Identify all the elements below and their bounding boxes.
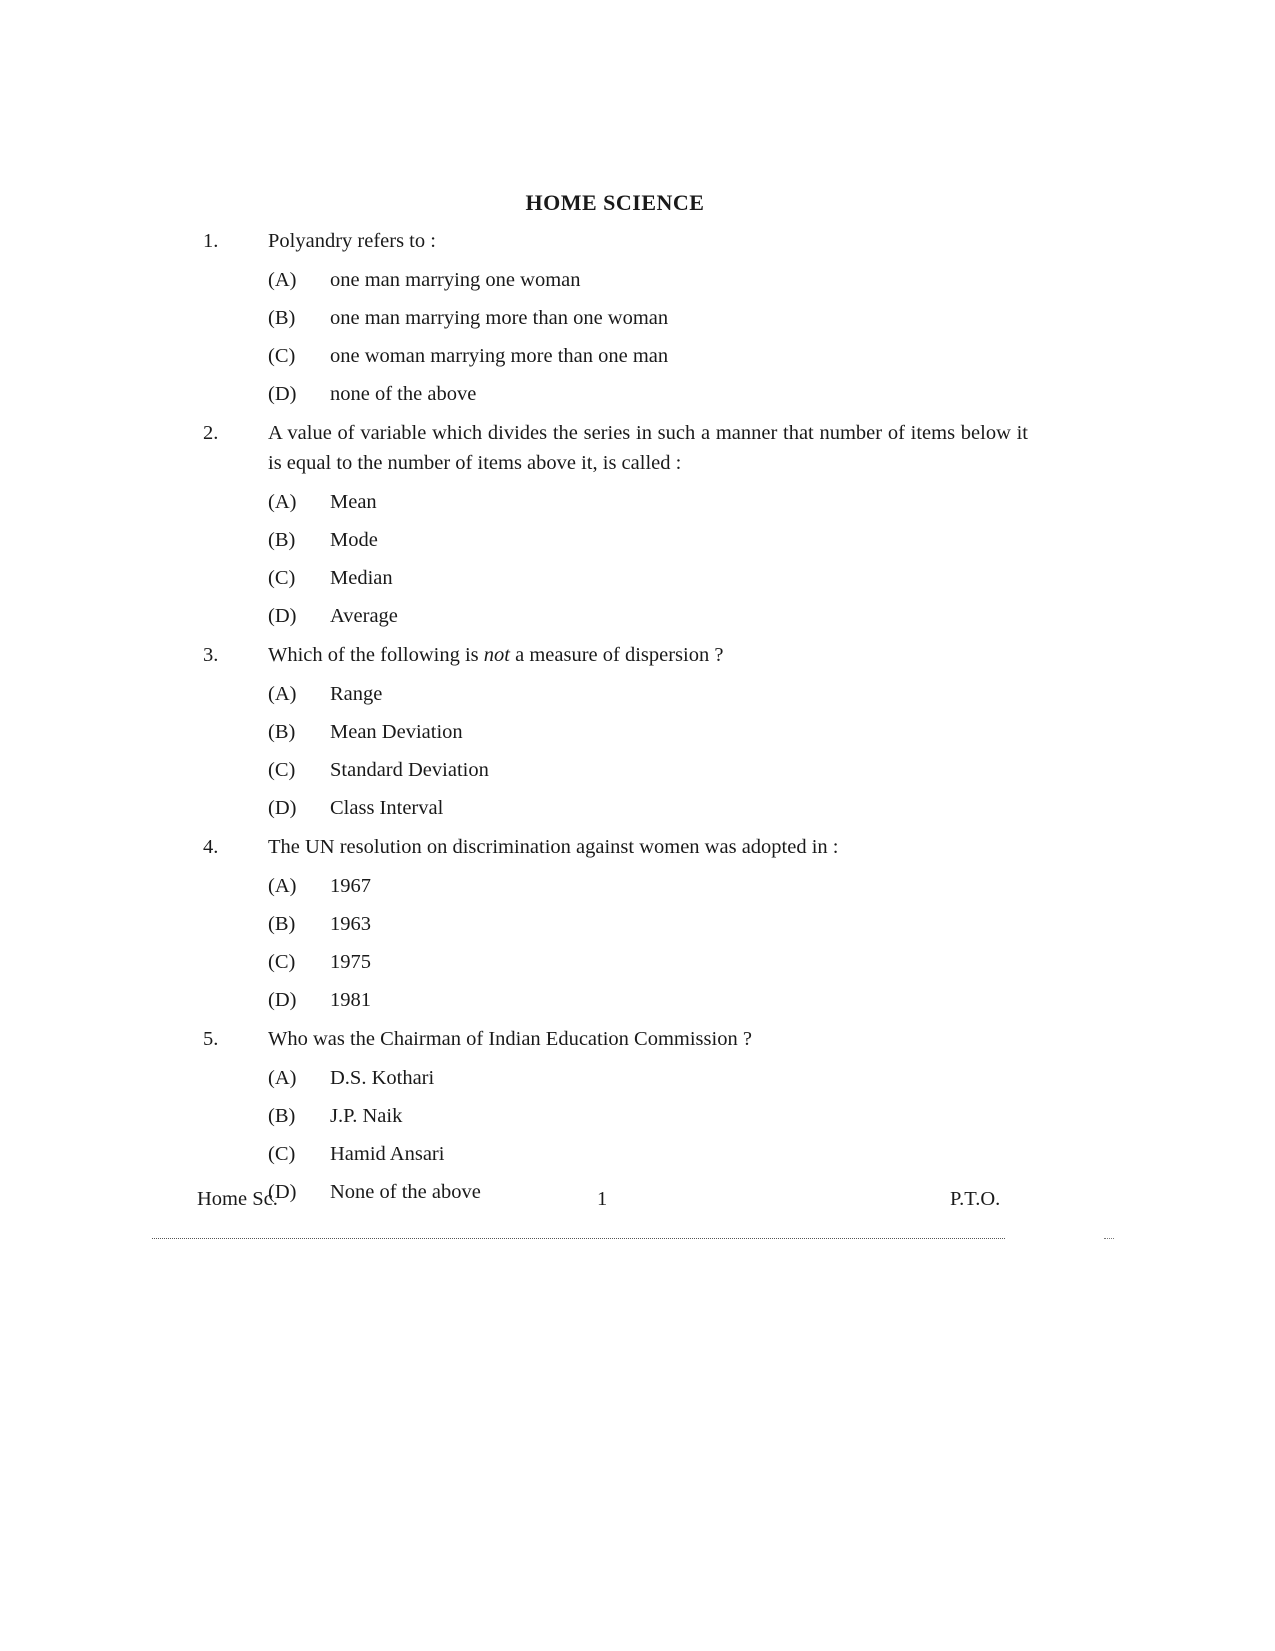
- question-number: 1.: [203, 230, 219, 252]
- question-number: 5.: [203, 1028, 219, 1050]
- option-b: [268, 525, 1028, 555]
- option-c: [268, 341, 1028, 371]
- question-text-after: a measure of dispersion ?: [509, 644, 724, 666]
- option-label: (C): [268, 951, 296, 973]
- option-list: [268, 265, 1028, 409]
- question-text: Who was the Chairman of Indian Education Commission ?: [268, 1028, 752, 1050]
- option-text: one man marrying more than one woman: [330, 307, 669, 329]
- option-label: (C): [268, 759, 296, 781]
- question-1: [0, 226, 1028, 409]
- option-text: None of the above: [330, 1181, 481, 1203]
- footer-subject: Home Sc.: [197, 1188, 278, 1210]
- question-4: [0, 832, 1028, 1015]
- option-b: [268, 717, 1028, 747]
- option-text: Range: [330, 683, 383, 705]
- option-text: none of the above: [330, 383, 477, 405]
- option-label: (B): [268, 913, 296, 935]
- option-text: Standard Deviation: [330, 759, 489, 781]
- option-text: J.P. Naik: [330, 1105, 403, 1127]
- option-list: [268, 679, 1028, 823]
- option-a: [268, 871, 1028, 901]
- question-text: [268, 640, 1028, 670]
- option-text: Class Interval: [330, 797, 444, 819]
- option-label: (D): [268, 1181, 297, 1203]
- option-label: (D): [268, 989, 297, 1011]
- option-label: (B): [268, 529, 296, 551]
- option-label: (B): [268, 721, 296, 743]
- option-label: (A): [268, 1067, 297, 1089]
- option-a: [268, 265, 1028, 295]
- option-b: [268, 303, 1028, 333]
- option-c: [268, 755, 1028, 785]
- option-text: one man marrying one woman: [330, 269, 581, 291]
- option-text: Mean Deviation: [330, 721, 463, 743]
- option-d: [268, 601, 1028, 631]
- option-a: [268, 1063, 1028, 1093]
- option-label: (D): [268, 605, 297, 627]
- question-text: Polyandry refers to :: [268, 230, 436, 252]
- page-number: 1: [597, 1188, 608, 1210]
- footer-pto: P.T.O.: [950, 1188, 1001, 1210]
- question-text: The UN resolution on discrimination against women was adopted in :: [268, 836, 839, 858]
- option-text: 1963: [330, 913, 371, 935]
- option-text: D.S. Kothari: [330, 1067, 435, 1089]
- option-label: (A): [268, 683, 297, 705]
- question-text-emphasis: not: [483, 644, 510, 666]
- option-label: (C): [268, 1143, 296, 1165]
- question-text: A value of variable which divides the series in such a manner that number of items below it is equal to the number of items above it, is called :: [268, 422, 1028, 474]
- option-text: Mean: [330, 491, 377, 513]
- option-d: [268, 793, 1028, 823]
- option-text: Average: [330, 605, 398, 627]
- question-2: [0, 418, 1028, 631]
- option-label: (B): [268, 1105, 296, 1127]
- footer-dotted-rule: [152, 1238, 1005, 1239]
- option-a: [268, 487, 1028, 517]
- option-label: (B): [268, 307, 296, 329]
- page-title: HOME SCIENCE: [525, 190, 705, 215]
- question-number: 3.: [203, 644, 219, 666]
- option-list: [268, 1063, 1028, 1207]
- footer-rule-mark: [1104, 1238, 1114, 1239]
- option-label: (D): [268, 797, 297, 819]
- option-text: Mode: [330, 529, 378, 551]
- option-text: one woman marrying more than one man: [330, 345, 669, 367]
- option-c: [268, 1139, 1028, 1169]
- option-a: [268, 679, 1028, 709]
- question-list: [0, 226, 1275, 1216]
- option-list: [268, 487, 1028, 631]
- option-label: (A): [268, 491, 297, 513]
- option-text: 1981: [330, 989, 371, 1011]
- option-list: [268, 871, 1028, 1015]
- option-label: (C): [268, 345, 296, 367]
- option-label: (A): [268, 875, 297, 897]
- option-d: [268, 985, 1028, 1015]
- option-b: [268, 909, 1028, 939]
- option-text: 1975: [330, 951, 371, 973]
- question-5: [0, 1024, 1028, 1207]
- option-text: Median: [330, 567, 393, 589]
- option-label: (C): [268, 567, 296, 589]
- option-d: [268, 379, 1028, 409]
- option-c: [268, 947, 1028, 977]
- option-d: [268, 1177, 1028, 1207]
- question-3: [0, 640, 1028, 823]
- option-label: (A): [268, 269, 297, 291]
- question-text-before: Which of the following is: [268, 644, 484, 666]
- question-number: 2.: [203, 422, 219, 444]
- option-b: [268, 1101, 1028, 1131]
- option-c: [268, 563, 1028, 593]
- option-text: Hamid Ansari: [330, 1143, 445, 1165]
- option-text: 1967: [330, 875, 371, 897]
- question-number: 4.: [203, 836, 219, 858]
- option-label: (D): [268, 383, 297, 405]
